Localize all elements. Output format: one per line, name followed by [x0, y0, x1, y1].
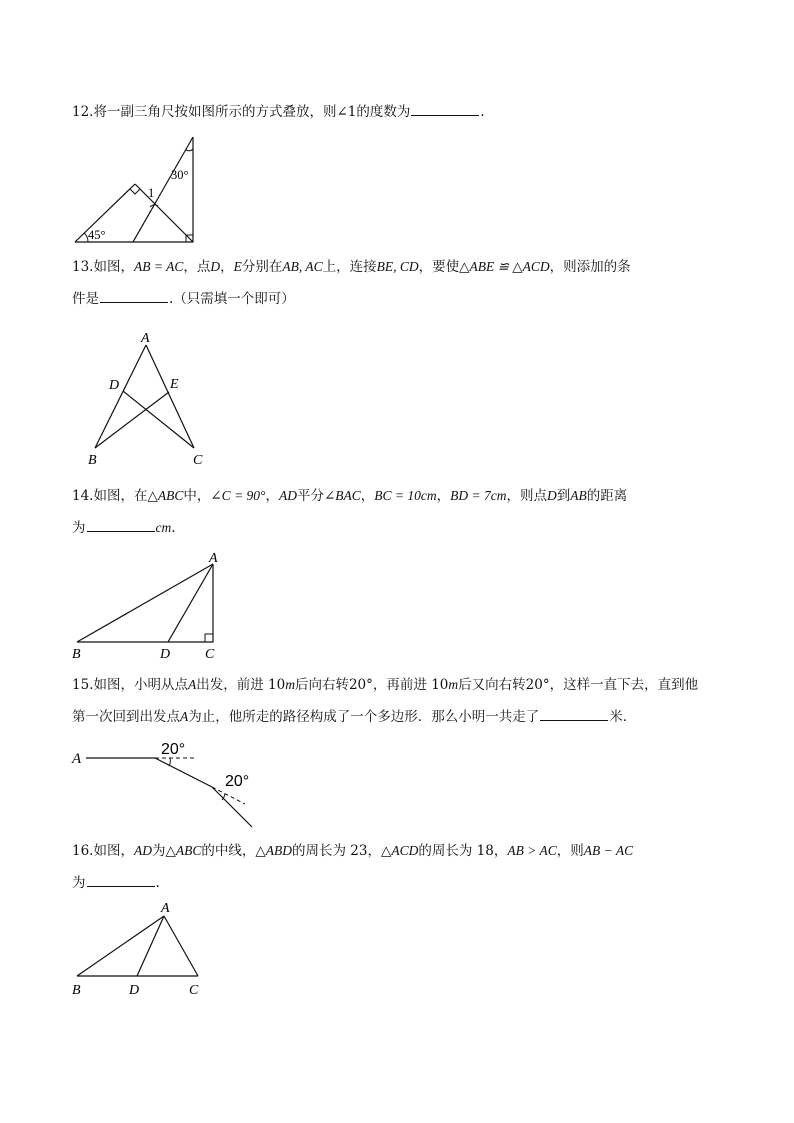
q14-label-B: B [72, 647, 81, 662]
q13-label-A: A [141, 331, 150, 346]
q12-figure [70, 132, 200, 248]
question-14: 14.如图，在△ABC中，∠C = 90°，AD平分∠BAC，BC = 10cm，BD = 7cm，则点D到AB的距离 [72, 488, 628, 504]
question-15-line-2: 第一次回到出发点A为止，他所走的路径构成了一个多边形．那么小明一共走了 米． [72, 702, 636, 732]
q16-label-A: A [161, 901, 170, 916]
q15-answer-blank[interactable] [540, 705, 608, 721]
q12-label-45: 45° [88, 228, 106, 242]
question-12: 12.将一副三角尺按如图所示的方式叠放，则∠1的度数为 . [72, 97, 485, 127]
q14-figure [66, 548, 226, 664]
q13-label-D: D [109, 378, 120, 393]
q12-number: 12. [72, 104, 94, 120]
q16-figure [66, 898, 216, 1002]
question-15: 15.如图，小明从点A出发，前进 10m后向右转20°，再前进 10m后又向右转20°，这样一直下去，直到他 [72, 677, 699, 693]
q13-label-B: B [88, 453, 97, 468]
q13-label-C: C [193, 453, 203, 468]
question-13-line-2: 件是 .（只需填一个即可） [72, 284, 295, 314]
q15-label-A: A [72, 751, 82, 767]
q12-text: 将一副三角尺按如图所示的方式叠放，则∠1的度数为 [93, 104, 411, 120]
q13-label-E: E [170, 377, 179, 392]
q14-label-C: C [205, 647, 215, 662]
question-14-line-2: 为 cm. [72, 513, 176, 543]
question-13: 13.如图，AB = AC，点D，E分别在AB, AC上，连接BE, CD，要使△ABE ≌ △ACD，则添加的条 [72, 259, 631, 275]
q15-angle-1: 20° [161, 741, 186, 758]
q12-label-30: 30° [171, 168, 189, 182]
q16-label-B: B [72, 983, 81, 998]
q14-label-D: D [160, 647, 171, 662]
q15-figure [70, 735, 260, 831]
q14-answer-blank[interactable] [87, 516, 155, 532]
q16-label-C: C [189, 983, 199, 998]
q13-answer-blank[interactable] [100, 287, 168, 303]
q12-label-1: 1 [148, 186, 155, 200]
question-16: 16.如图，AD为△ABC的中线，△ABD的周长为 23，△ACD的周长为 18，AB > AC，则AB − AC [72, 843, 634, 859]
q13-figure [82, 330, 212, 470]
q16-answer-blank[interactable] [87, 871, 155, 887]
question-16-line-2: 为 . [72, 868, 160, 898]
q15-angle-2: 20° [225, 773, 250, 790]
q12-answer-blank[interactable] [411, 100, 479, 116]
q14-label-A: A [209, 551, 218, 566]
q16-label-D: D [129, 983, 140, 998]
